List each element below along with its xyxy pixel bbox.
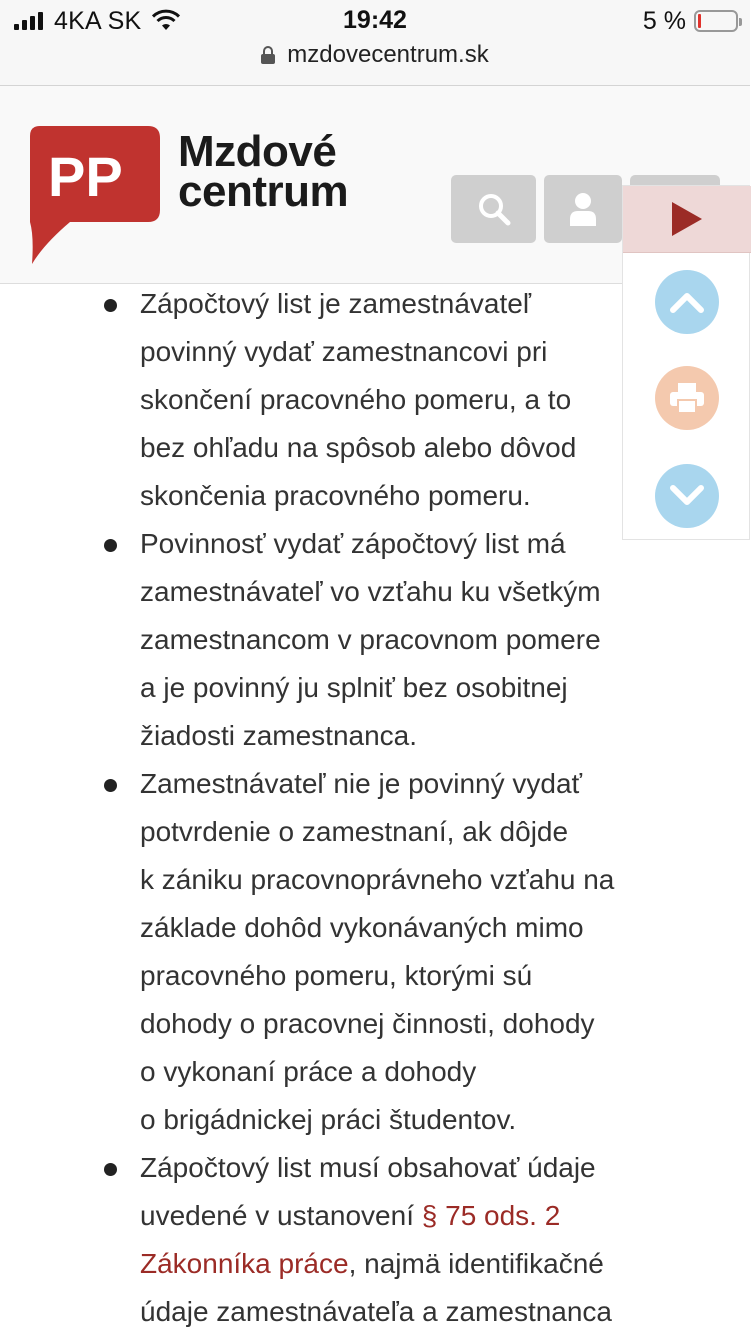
list-item-line: skončení pracovného pomeru, a to <box>140 384 572 415</box>
list-item-line: o brigádnickej práci študentov. <box>140 1104 517 1135</box>
browser-status-bar <box>0 0 750 86</box>
lock-icon <box>261 46 275 64</box>
status-right <box>643 8 738 34</box>
labour-code-link[interactable]: Zákonníka práce <box>140 1248 349 1279</box>
list-item <box>0 520 750 760</box>
list-item-line: Zápočtový list musí obsahovať údaje <box>140 1152 596 1183</box>
address-bar[interactable] <box>0 40 750 70</box>
scroll-down-button[interactable] <box>655 464 719 528</box>
list-item-line: žiadosti zamestnanca. <box>140 720 418 751</box>
search-icon <box>477 192 511 226</box>
list-item-line <box>140 1240 710 1288</box>
law-section-link[interactable]: § 75 ods. 2 <box>421 1200 561 1231</box>
bullet <box>104 779 117 792</box>
url-text[interactable]: mzdovecentrum.sk <box>287 41 489 68</box>
bullet <box>104 1163 117 1176</box>
list-item-line: k zániku pracovnoprávneho vzťahu na <box>140 864 615 895</box>
chevron-up-icon <box>670 291 704 313</box>
print-icon <box>669 382 705 414</box>
logo-text <box>178 127 349 216</box>
logo-mark-text: PP <box>48 145 123 208</box>
list-item-text: , najmä identifikačné <box>348 1248 604 1279</box>
list-item-line: bez ohľadu na spôsob alebo dôvod <box>140 432 577 463</box>
battery-percent: 5 % <box>642 6 686 35</box>
list-item-line: pracovného pomeru, ktorými sú <box>140 960 533 991</box>
play-button[interactable] <box>623 186 751 253</box>
list-item-line: základe dohôd vykonávaných mimo <box>140 912 584 943</box>
list-item-line: Povinnosť vydať zápočtový list má <box>140 528 566 559</box>
list-item-line <box>140 1192 710 1240</box>
list-item-line: a je povinný ju splniť bez osobitnej <box>140 672 568 703</box>
list-item-line: o vykonaní práce a dohody <box>140 1056 477 1087</box>
site-logo[interactable] <box>30 126 370 266</box>
clock: 19:42 <box>343 6 407 34</box>
print-button[interactable] <box>655 366 719 430</box>
logo-line-1: Mzdové <box>178 127 337 176</box>
list-item <box>0 1144 750 1336</box>
carrier-name: 4KA SK <box>54 6 142 35</box>
account-button[interactable] <box>544 175 622 243</box>
scroll-up-button[interactable] <box>655 270 719 334</box>
list-item-text: uvedené v ustanovení <box>140 1200 422 1231</box>
bullet <box>104 299 117 312</box>
list-item-line: povinný vydať zamestnancovi pri <box>140 336 548 367</box>
list-item-line: skončenia pracovného pomeru. <box>140 480 531 511</box>
list-item-line: údaje zamestnávateľa a zamestnanca <box>140 1296 613 1327</box>
list-item-line: Zamestnávateľ nie je povinný vydať <box>140 768 583 799</box>
battery-icon <box>694 10 738 32</box>
list-item-line: zamestnávateľ vo vzťahu ku všetkým <box>140 576 601 607</box>
play-icon <box>670 200 704 238</box>
logo-mark <box>30 126 160 266</box>
list-item-line: zamestnancom v pracovnom pomere <box>140 624 601 655</box>
logo-line-2: centrum <box>178 167 349 216</box>
search-button[interactable] <box>451 175 536 243</box>
user-icon <box>568 192 598 226</box>
side-tools-panel <box>622 185 750 540</box>
list-item <box>0 760 750 1144</box>
list-item-line: potvrdenie o zamestnaní, ak dôjde <box>140 816 569 847</box>
bullet <box>104 539 117 552</box>
chevron-down-icon <box>670 485 704 507</box>
list-item-line: dohody o pracovnej činnosti, dohody <box>140 1008 595 1039</box>
list-item-line: Zápočtový list je zamestnávateľ <box>140 288 532 319</box>
